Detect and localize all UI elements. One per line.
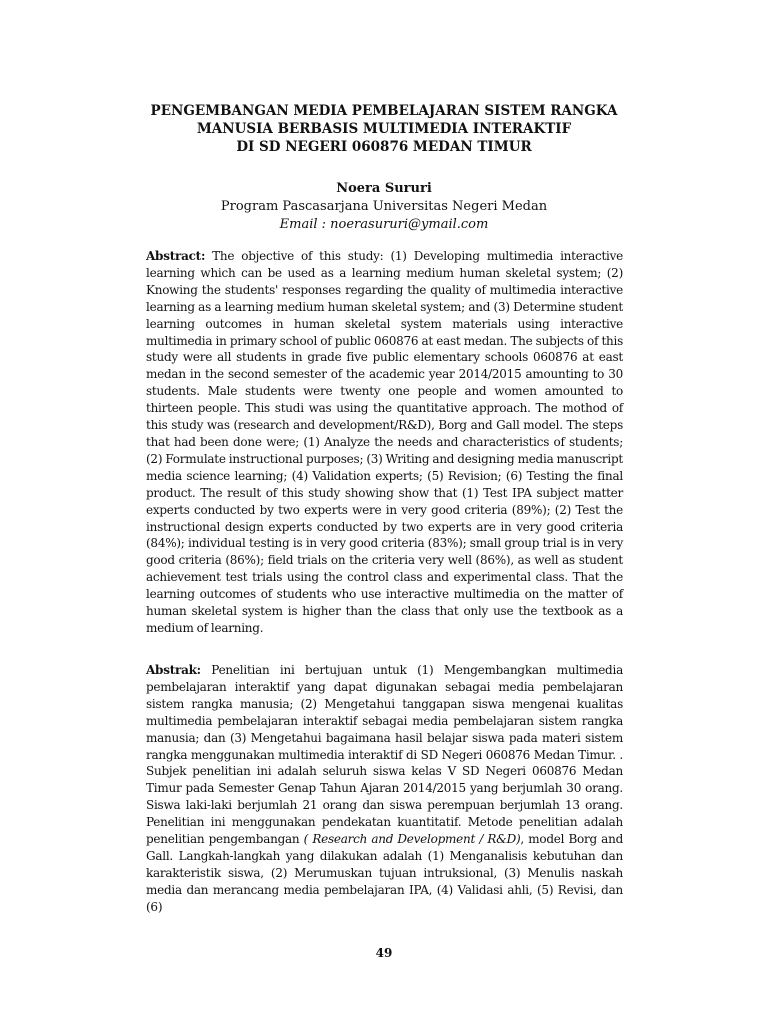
abstract-indonesian-italic-term: ( Research and Development / R&D): [303, 832, 521, 847]
abstract-english-text: The objective of this study: (1) Developing multimedia interactive learning which can be used as a learning medium human skeletal system; (2) Knowing the students' responses regarding the quality of multimedia interactive learning as a learning medium human skeletal system; and (3) Determine student learning outcomes in human skeletal system materials using interactive multimedia in primary school of public 060876 at east medan. The subjects of this study were all students in grade five public elementary schools 060876 at east medan in the second semester of the academic year 2014/2015 amounting to 30 students. Male students were twenty one people and women amounted to thirteen people. This studi was using the quantitative approach. The mothod of this study was (research and development/R&D), Borg and Gall model. The steps that had been done were; (1) Analyze the needs and characteristics of students; (2) Formulate instructional purposes; (3) Writing and designing media manuscript media science learning; (4) Validation experts; (5) Revision; (6) Testing the final product. The result of this study showing show that (1) Test IPA subject matter experts conducted by two experts were in very good criteria (89%); (2) Test the instructional design experts conducted by two experts are in very good criteria (84%); individual testing is in very good criteria (83%); small group trial is in very good criteria (86%); field trials on the criteria very well (86%), as well as student achievement test trials using the control class and experimental class. That the learning outcomes of students who use interactive multimedia on the matter of human skeletal system is higher than the class that only use the textbook as a medium of learning.: [146, 249, 623, 635]
author-name: Noera Sururi: [336, 181, 432, 196]
author-email: Email : noerasururi@ymail.com: [279, 217, 489, 232]
page-number: 49: [375, 946, 393, 960]
abstract-indonesian-label: Abstrak:: [146, 663, 201, 677]
author-affiliation: Program Pascasarjana Universitas Negeri Medan: [220, 199, 548, 214]
paper-title: [100, 102, 668, 156]
abstract-indonesian: [146, 662, 623, 916]
abstract-indonesian-text-part2: , model Borg and Gall. Langkah-langkah yang dilakukan adalah (1) Menganalisis kebutuhan dan karakteristik siswa, (2) Merumuskan tujuan intruksional, (3) Menulis naskah media dan merancang media pembelajaran IPA, (4) Validasi ahli, (5) Revisi, dan (6): [146, 832, 623, 914]
title-line-2: MANUSIA BERBASIS MULTIMEDIA INTERAKTIF: [196, 121, 572, 137]
abstract-english: [146, 248, 623, 637]
title-line-3: DI SD NEGERI 060876 MEDAN TIMUR: [236, 139, 532, 155]
abstract-indonesian-text-part1: Penelitian ini bertujuan untuk (1) Mengembangkan multimedia pembelajaran interaktif yang dapat digunakan sebagai media pembelajaran sistem rangka manusia; (2) Mengetahui tanggapan siswa mengenai kualitas multimedia pembelajaran interaktif sebagai media pembelajaran sistem rangka manusia; dan (3) Mengetahui bagaimana hasil belajar siswa pada materi sistem rangka menggunakan multimedia interaktif di SD Negeri 060876 Medan Timur. . Subjek penelitian ini adalah seluruh siswa kelas V SD Negeri 060876 Medan Timur pada Semester Genap Tahun Ajaran 2014/2015 yang berjumlah 30 orang. Siswa laki-laki berjumlah 21 orang dan siswa perempuan berjumlah 13 orang. Penelitian ini menggunakan pendekatan kuantitatif. Metode penelitian adalah penelitian pengembangan: [146, 663, 623, 847]
title-line-1: PENGEMBANGAN MEDIA PEMBELAJARAN SISTEM RANGKA: [150, 103, 618, 119]
abstract-english-label: Abstract:: [146, 249, 206, 263]
